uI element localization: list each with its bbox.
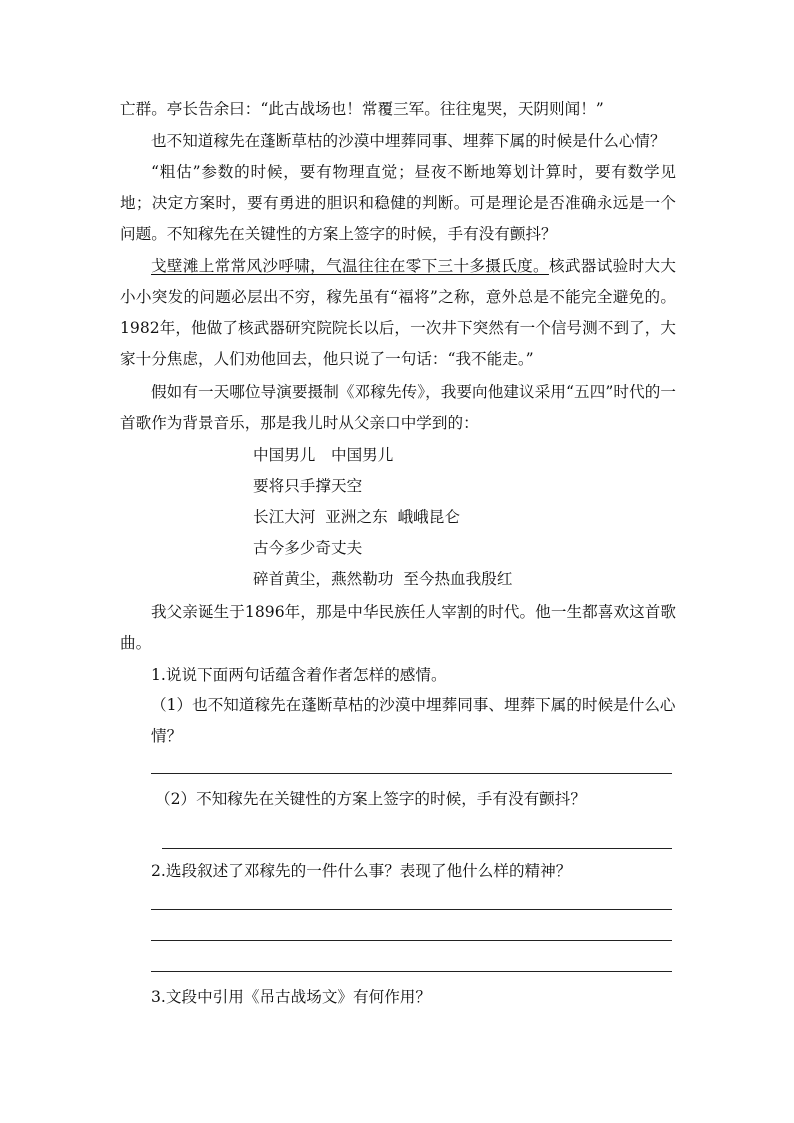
song-lyrics bbox=[253, 440, 653, 595]
lyric-line: 古今多少奇丈夫 bbox=[253, 539, 363, 557]
paragraph-2: 也不知道稼先在蓬断草枯的沙漠中埋葬同事、埋葬下属的时候是什么心情？ bbox=[151, 132, 666, 150]
answer-line[interactable] bbox=[151, 909, 672, 910]
paragraph-3: “粗估”参数的时候，要有物理直觉；昼夜不断地筹划计算时，要有数学见地；决定方案时，要有勇进的胆识和稳健的判断。可是理论是否准确永远是一个问题。不知稼先在关键性的方案上签字的时候，手有没有颤抖？ bbox=[120, 163, 676, 243]
question-2: 2.选段叙述了邓稼先的一件什么事？表现了他什么样的精神？ bbox=[151, 862, 572, 880]
lyric-line: 碎首黄尘，燕然勒功 至今热血我殷红 bbox=[253, 570, 513, 588]
question-1-2: （2）不知稼先在关键性的方案上签字的时候，手有没有颤抖？ bbox=[155, 790, 586, 808]
question-1-1 bbox=[151, 690, 676, 752]
answer-line[interactable] bbox=[151, 773, 672, 774]
lyric-line: 中国男儿 中国男儿 bbox=[253, 446, 394, 464]
underlined-sentence: 戈壁滩上常常风沙呼啸，气温往往在零下三十多摄氏度。 bbox=[151, 257, 549, 275]
question-3: 3.文段中引用《吊古战场文》有何作用？ bbox=[151, 988, 431, 1006]
paragraph-1: 亡群。亭长告余曰：“此古战场也！常覆三军。往往鬼哭，天阴则闻！” bbox=[120, 100, 604, 118]
question-1-1-text: （1）也不知道稼先在蓬断草枯的沙漠中埋葬同事、埋葬下属的时候是什么心情？ bbox=[151, 696, 676, 745]
paragraph-5: 假如有一天哪位导演要摄制《邓稼先传》，我要向他建议采用“五四”时代的一首歌作为背景音乐，那是我儿时从父亲口中学到的： bbox=[120, 383, 676, 432]
question-1: 1.说说下面两句话蕴含着作者怎样的感情。 bbox=[151, 666, 447, 684]
answer-line[interactable] bbox=[151, 940, 672, 941]
paragraph-4-rest: 核武器试验时大大小小突发的问题必层出不穷，稼先虽有“福将”之称，意外总是不能完全避免的。1982年，他做了核武器研究院院长以后，一次井下突然有一个信号测不到了，大家十分焦虑，人们劝他回去，他只说了一句话：“我不能走。” bbox=[120, 257, 676, 368]
lyric-line: 要将只手撑天空 bbox=[253, 477, 363, 495]
lyric-line: 长江大河 亚洲之东 峨峨昆仑 bbox=[253, 508, 460, 526]
answer-line[interactable] bbox=[151, 971, 672, 972]
answer-line[interactable] bbox=[162, 848, 672, 849]
paragraph-6: 我父亲诞生于1896年，那是中华民族任人宰割的时代。他一生都喜欢这首歌曲。 bbox=[120, 603, 676, 652]
paragraph-4 bbox=[120, 251, 676, 375]
